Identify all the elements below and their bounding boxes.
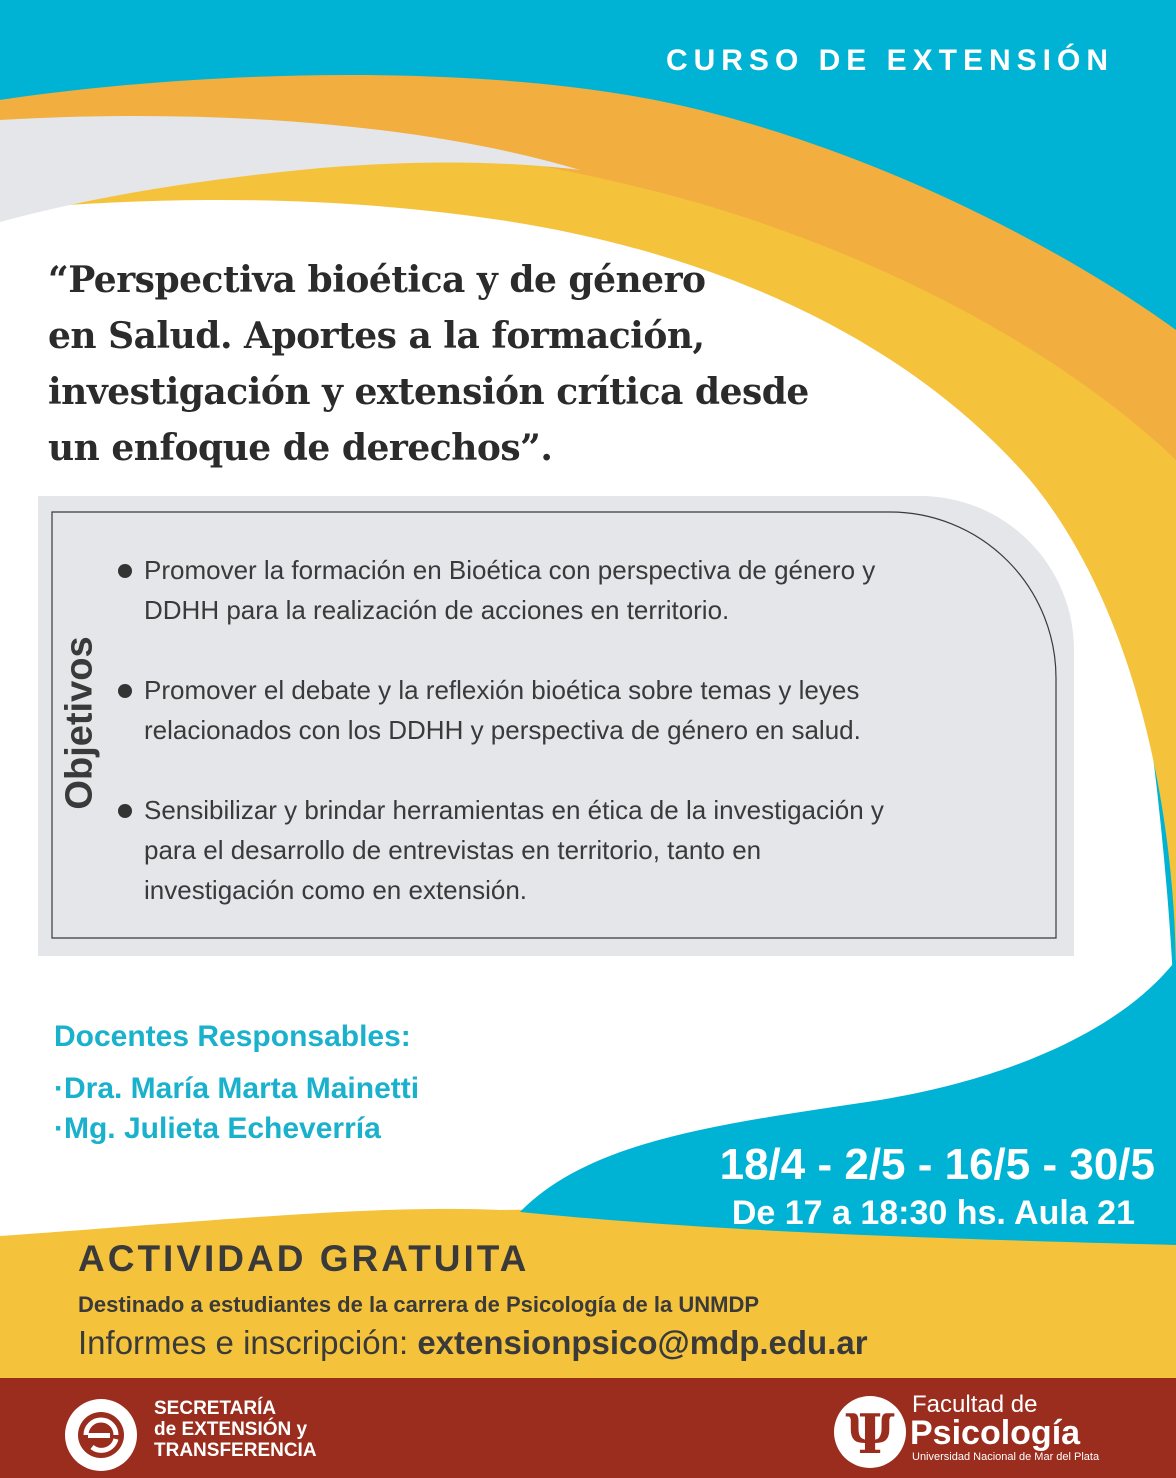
bullet-icon	[118, 804, 132, 818]
facultad-logo	[834, 1396, 906, 1468]
secretaria-line: SECRETARÍA	[154, 1398, 277, 1419]
university-name: Universidad Nacional de Mar del Plata	[912, 1451, 1100, 1463]
title-line: “Perspectiva bioética y de género	[48, 259, 706, 301]
title-line: en Salud. Aportes a la formación,	[48, 315, 705, 357]
title-line: un enfoque de derechos”.	[48, 427, 553, 469]
objective-line: Promover el debate y la reflexión bioética sobre temas y leyes	[144, 675, 860, 705]
docente-name: ·Dra. María Marta Mainetti	[54, 1072, 420, 1105]
docentes-heading: Docentes Responsables:	[54, 1020, 411, 1053]
objective-item	[118, 790, 1018, 910]
course-time: De 17 a 18:30 hs. Aula 21	[731, 1194, 1135, 1232]
objectives-label	[50, 618, 110, 828]
secretaria-line: TRANSFERENCIA	[154, 1440, 317, 1461]
contact-email[interactable]: extensionpsico@mdp.edu.ar	[417, 1324, 868, 1361]
contact-label: Informes e inscripción:	[78, 1324, 409, 1361]
course-title	[48, 252, 848, 476]
contact-line	[78, 1324, 868, 1362]
objective-line: Sensibilizar y brindar herramientas en ética de la investigación y	[144, 795, 884, 825]
secretaria-line: de EXTENSIÓN y	[154, 1419, 308, 1440]
objective-item	[118, 550, 1018, 630]
bullet-icon	[118, 564, 132, 578]
objective-line: relacionados con los DDHH y perspectiva de género en salud.	[144, 715, 861, 745]
objective-line: para el desarrollo de entrevistas en territorio, tanto en	[144, 835, 762, 865]
bullet-icon	[118, 684, 132, 698]
secretaria-logo	[65, 1399, 137, 1471]
objective-line: Promover la formación en Bioética con perspectiva de género y	[144, 555, 876, 585]
facultad-name: Psicología	[910, 1414, 1081, 1452]
audience-text: Destinado a estudiantes de la carrera de Psicología de la UNMDP	[78, 1292, 760, 1317]
facultad-label: Facultad de	[912, 1391, 1038, 1418]
free-activity-label: ACTIVIDAD GRATUITA	[78, 1238, 530, 1279]
docente-name: ·Mg. Julieta Echeverría	[54, 1112, 381, 1145]
objectives-label-text: Objetivos	[58, 636, 101, 810]
svg-text:Ψ: Ψ	[845, 1402, 895, 1466]
course-dates: 18/4 - 2/5 - 16/5 - 30/5	[719, 1140, 1155, 1189]
objective-item	[118, 670, 1018, 750]
secretaria-name	[154, 1398, 317, 1461]
objective-line: DDHH para la realización de acciones en territorio.	[144, 595, 730, 625]
title-line: investigación y extensión crítica desde	[48, 371, 809, 413]
course-type-label: CURSO DE EXTENSIÓN	[665, 44, 1114, 77]
objective-line: investigación como en extensión.	[144, 875, 528, 905]
